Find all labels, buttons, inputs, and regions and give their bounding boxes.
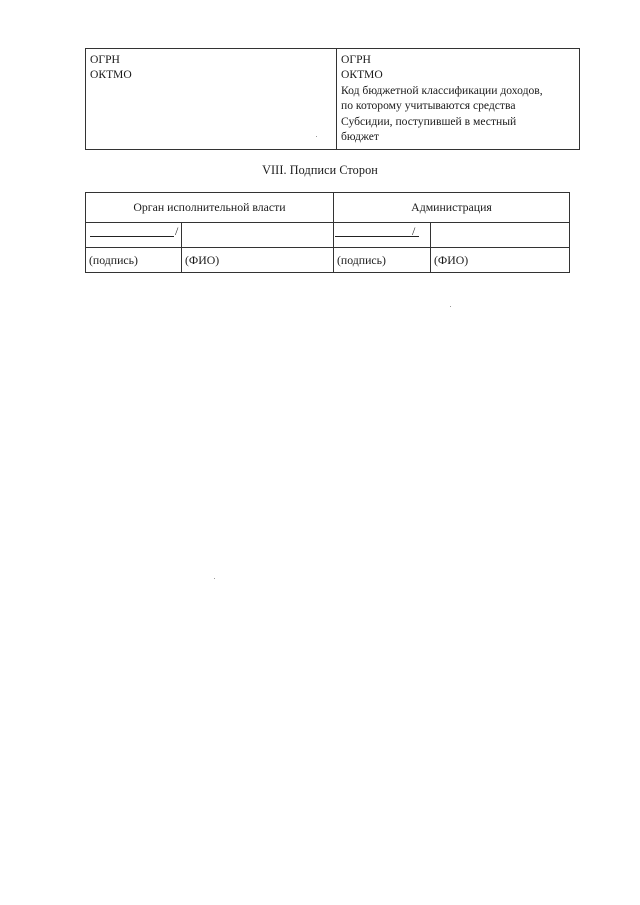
signatures-table: [85, 192, 570, 273]
budget-code-line-1: Код бюджетной классификации доходов,: [341, 83, 543, 97]
caption-name-left: (ФИО): [185, 252, 220, 267]
requisites-right-cell: [337, 49, 579, 149]
slash-left: /: [175, 224, 179, 238]
signature-caption-row: [86, 247, 569, 273]
requisite-oktmo-left: ОКТМО: [90, 68, 132, 82]
signature-line-left: [90, 236, 174, 237]
row-divider: [181, 222, 182, 247]
requisites-left-cell: [86, 49, 337, 149]
signature-blank-right: [334, 222, 429, 247]
budget-code-line-3: Субсидии, поступившей в местный: [341, 114, 517, 128]
scan-speck: [450, 306, 451, 307]
signature-blank-left: [86, 222, 181, 247]
requisite-ogrn-left: ОГРН: [90, 53, 120, 66]
section-heading: VIII. Подписи Сторон: [262, 163, 378, 177]
signature-blank-row: [86, 222, 569, 248]
budget-code-line-2: по которому учитываются средства: [341, 99, 516, 113]
scan-speck: [316, 136, 317, 137]
slash-right: /: [412, 224, 416, 238]
requisite-ogrn-right: ОГРН: [341, 53, 371, 66]
row-divider: [430, 222, 431, 247]
caption-name-right: (ФИО): [434, 252, 469, 267]
scan-speck: [214, 578, 215, 579]
requisite-oktmo-right: ОКТМО: [341, 68, 383, 82]
caption-signature-right: (подпись): [337, 252, 386, 267]
signature-line-right: [335, 236, 419, 237]
budget-code-line-4: бюджет: [341, 130, 379, 144]
party-left-header: Орган исполнительной власти: [133, 200, 286, 214]
signatures-header-row: [86, 193, 569, 223]
requisites-table: [85, 48, 580, 150]
caption-signature-left: (подпись): [89, 252, 138, 267]
party-right-header: Администрация: [411, 200, 492, 214]
